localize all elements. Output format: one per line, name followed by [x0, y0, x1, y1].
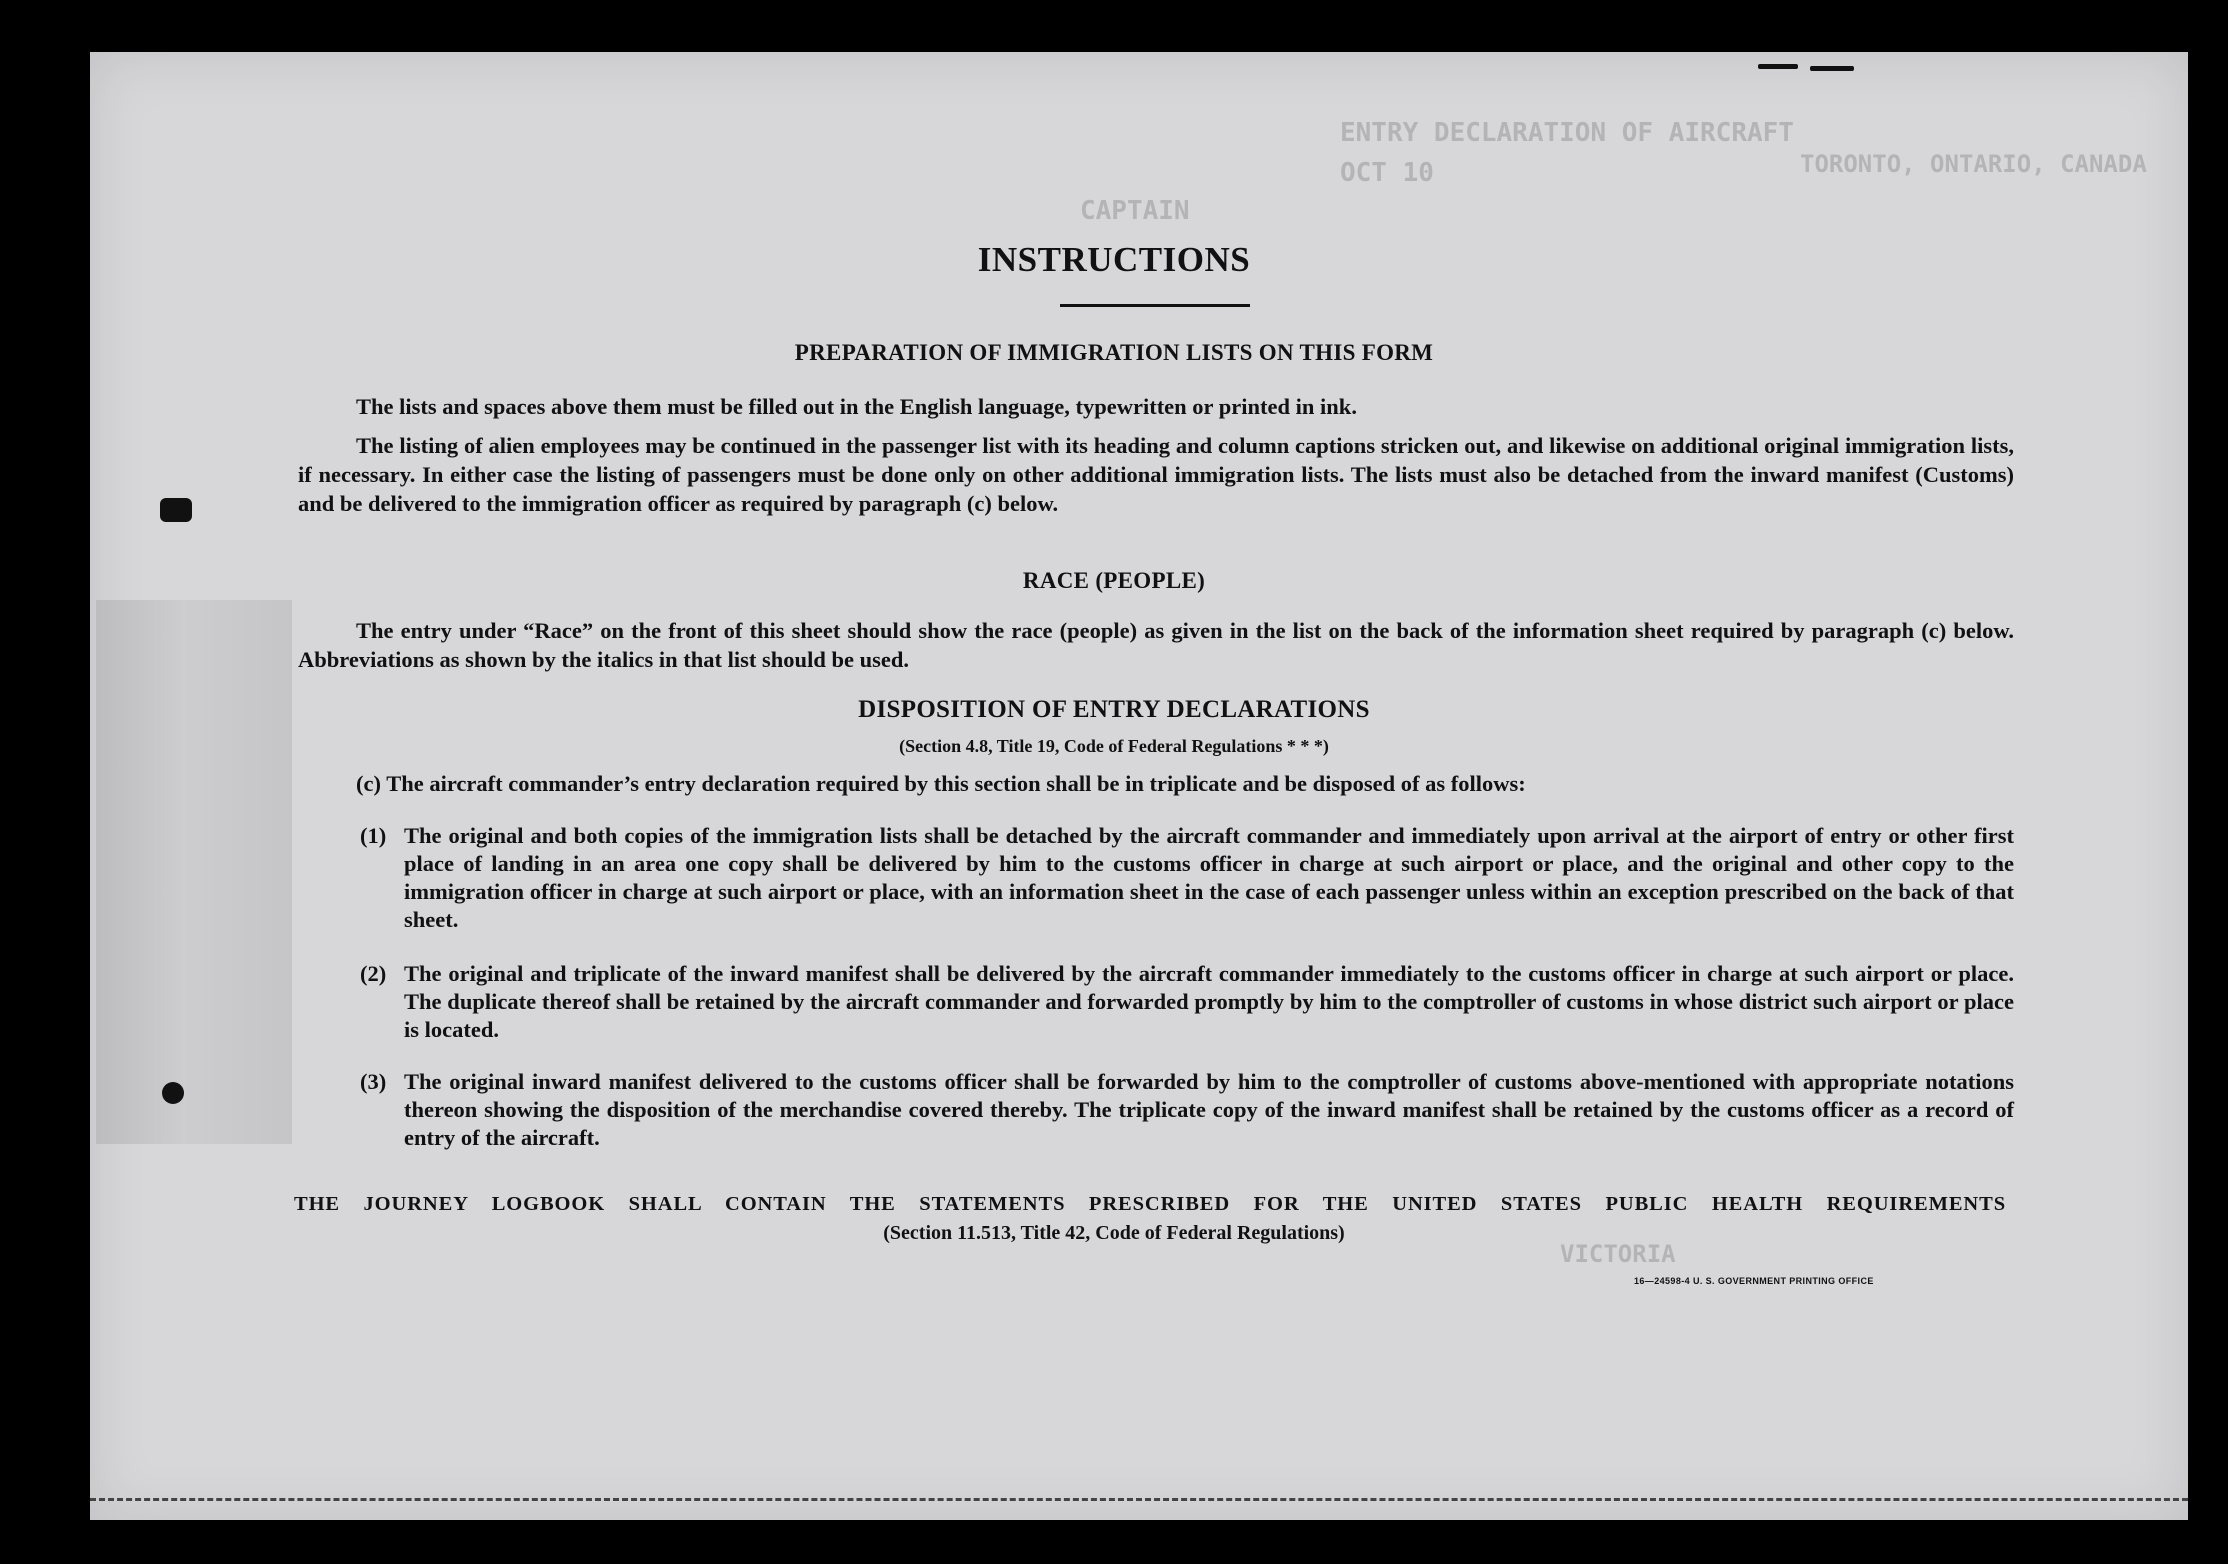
torn-paper-scrap	[96, 600, 292, 1144]
disposition-subheading: (Section 4.8, Title 19, Code of Federal Regulations * * *)	[899, 736, 1329, 756]
section-heading-race: RACE (PEOPLE)	[1022, 568, 1206, 593]
race-paragraph	[298, 616, 2014, 674]
disposition-item	[360, 822, 2014, 934]
disposition-item-number: (3)	[360, 1069, 387, 1094]
preparation-paragraph-2	[298, 431, 2014, 518]
disposition-item-text: The original inward manifest delivered to the customs officer shall be forwarded by him to the comptroller of customs above-mentioned with appropriate notations thereon showing the disposition of the merchandise covered thereby. The triplicate copy of the inward manifest shall be retained by the customs officer as a record of entry of the aircraft.	[404, 1069, 2014, 1150]
disposition-item	[360, 960, 2014, 1044]
perforated-edge	[90, 1498, 2188, 1501]
preparation-paragraph-1-text: The lists and spaces above them must be filled out in the English language, typewritten or printed in ink.	[356, 394, 1357, 419]
title-underline	[1060, 304, 1250, 307]
preparation-paragraph-1	[298, 392, 2014, 421]
bleed-through-text: VICTORIA	[1560, 1240, 1676, 1268]
page-title: INSTRUCTIONS	[977, 240, 1251, 279]
disposition-item-text: The original and both copies of the immigration lists shall be detached by the aircraft commander and immediately upon arrival at the airport of entry or other first place of landing in an area one copy shall be delivered by him to the customs officer in charge at such airport or place, and the original and other copy to the immigration officer in charge at such airport or place, with an information sheet in the case of each passenger unless within an exception prescribed on the back of that sheet.	[404, 823, 2014, 932]
ink-blot	[162, 1082, 184, 1104]
disposition-item-number: (2)	[360, 961, 387, 986]
section-heading-preparation: PREPARATION OF IMMIGRATION LISTS ON THIS FORM	[794, 340, 1434, 365]
preparation-paragraph-2-text: The listing of alien employees may be continued in the passenger list with its heading and column captions stricken out, and likewise on additional original immigration lists, if necessary. In either case the listing of passengers must be done only on other additional immigration lists. The lists must also be detached from the inward manifest (Customs) and be delivered to the immigration officer as required by paragraph (c) below.	[298, 433, 2014, 516]
disposition-item-number: (1)	[360, 823, 387, 848]
bleed-through-text: TORONTO, ONTARIO, CANADA	[1800, 150, 2147, 178]
printing-office-code: 16—24598-4 U. S. GOVERNMENT PRINTING OFFICE	[1634, 1276, 1874, 1286]
disposition-item-text: The original and triplicate of the inward manifest shall be delivered by the aircraft commander immediately to the customs officer in charge at such airport or place. The duplicate thereof shall be retained by the aircraft commander and forwarded promptly by him to the comptroller of customs in whose district such airport or place is located.	[404, 961, 2014, 1042]
footer-citation: (Section 11.513, Title 42, Code of Federal Regulations)	[883, 1222, 1345, 1244]
section-heading-disposition: DISPOSITION OF ENTRY DECLARATIONS	[858, 696, 1370, 723]
ink-blot	[160, 498, 192, 522]
ink-mark	[1758, 64, 1798, 69]
disposition-item	[360, 1068, 2014, 1152]
bleed-through-text: ENTRY DECLARATION OF AIRCRAFT	[1340, 118, 1794, 148]
footer-statement: THE JOURNEY LOGBOOK SHALL CONTAIN THE STATEMENTS PRESCRIBED FOR THE UNITED STATES PUBLIC HEALTH REQUIREMENTS	[294, 1193, 2006, 1215]
bleed-through-text: OCT 10	[1340, 158, 1434, 188]
disposition-intro: (c) The aircraft commander’s entry declaration required by this section shall be in triplicate and be disposed of as follows:	[356, 771, 1526, 796]
race-paragraph-text: The entry under “Race” on the front of this sheet should show the race (people) as given in the list on the back of the information sheet required by paragraph (c) below. Abbreviations as shown by the italics in that list should be used.	[298, 618, 2014, 672]
ink-mark	[1810, 66, 1854, 71]
bleed-through-text: CAPTAIN	[1080, 196, 1190, 226]
